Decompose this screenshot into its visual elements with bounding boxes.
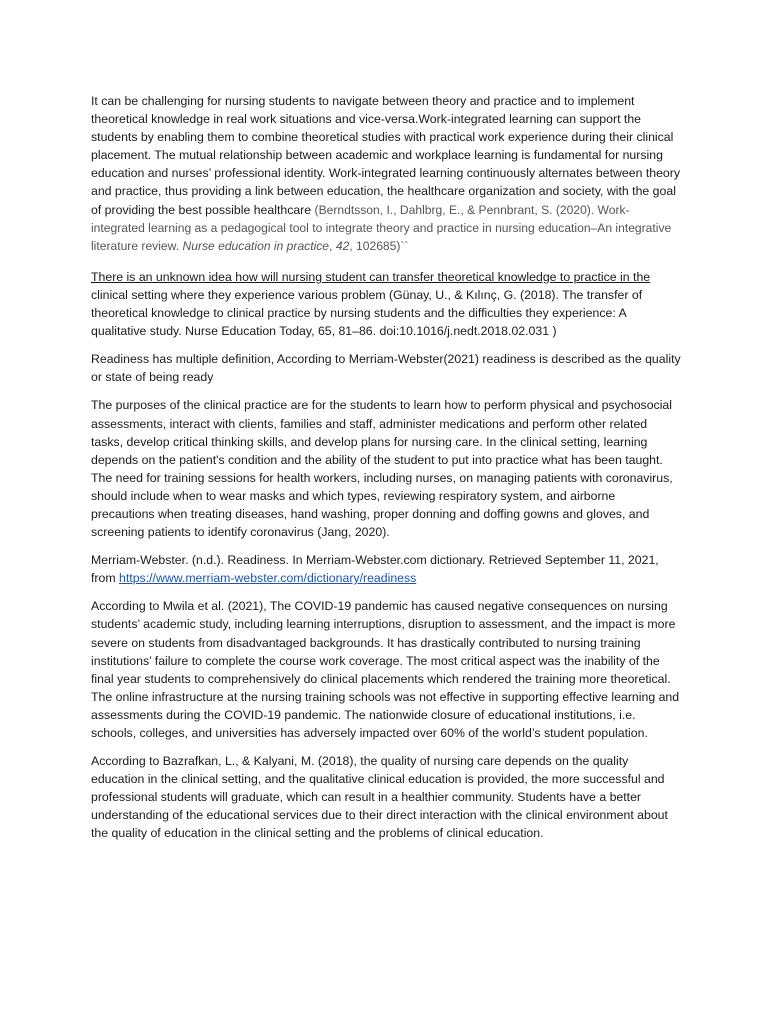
paragraph-text: It can be challenging for nursing students to navigate between theory and practice and to implement theoretical knowledge in real work situations and vice-versa.Work-integrated learning can support the students by enabling them to combine theoretical studies with practical work experience during their clinical placement. The mutual relationship between academic and workplace learning is fundamental for nursing education and nurses’ professional identity. Work-integrated learning continuously alternates between theory and practice, thus providing a link between education, the healthcare organization and society, with the goal of providing the best possible healthcare [91, 94, 681, 217]
citation-journal: Nurse education in practice [182, 238, 330, 253]
underlined-statement: There is an unknown idea how will nursing student can transfer theoretical knowledge to practice in the [91, 269, 651, 284]
paragraph-covid-impact: According to Mwila et al. (2021), The COVID-19 pandemic has caused negative consequences on nursing students’ academic study, including learning interruptions, disruption to assessment, and the impact is more severe on students from disadvantaged backgrounds. It has drastically contributed to nursing training institutions’ failure to complete the course work coverage. The most critical aspect was the inability of the final year students to comprehensively do clinical placements which rendered the training more theoretical. The online infrastructure at the nursing training schools was not effective in supporting effective learning and assessments during the COVID-19 pandemic. The nationwide closure of educational institutions, i.e. schools, colleges, and universities has adversely impacted over 60% of the world’s student population. [91, 599, 680, 740]
paragraph-transfer-knowledge [91, 268, 681, 340]
paragraph-readiness-definition: Readiness has multiple definition, According to Merriam-Webster(2021) readiness is described as the quality or state of being ready [91, 352, 681, 385]
citation-separator: , [329, 238, 333, 253]
citation-text: (Berndtsson, I., Dahlbrg, E., & Pennbrant, S. (2020). Work-integrated learning as a pedagogical tool to integrate theory and practice in nursing education–An integrative literature review. [91, 202, 672, 253]
citation-volume: 42 [335, 238, 350, 253]
reference-link[interactable]: https://www.merriam-webster.com/dictionary/readiness [119, 571, 417, 586]
paragraph-merriam-webster-reference [91, 551, 681, 587]
document-body [91, 92, 681, 853]
paragraph-clinical-practice-purposes: The purposes of the clinical practice are for the students to learn how to perform physical and psychosocial assessments, interact with clients, families and staff, administer medications and perform other related tasks, develop critical thinking skills, and develop plans for nursing care. In the clinical setting, learning depends on the patient's condition and the ability of the student to put into practice what has been taught. The need for training sessions for health workers, including nurses, on managing patients with coronavirus, should include when to wear masks and which types, reviewing respiratory system, and airborne precautions when treating diseases, hand washing, proper donning and doffing gowns and gloves, and screening patients to identify coronavirus (Jang, 2020). [91, 398, 673, 540]
paragraph-clinical-education-quality: According to Bazrafkan, L., & Kalyani, M. (2018), the quality of nursing care depends on the quality education in the clinical setting, and the qualitative clinical education is provided, the more successful and professional students will graduate, which can result in a healthier community. Students have a better understanding of the educational services due to their direct interaction with the clinical environment about the quality of education in the clinical setting and the problems of clinical education. [91, 754, 668, 841]
paragraph-text: clinical setting where they experience various problem (Günay, U., & Kılınç, G. (2018). The transfer of theoretical knowledge to clinical practice by nursing students and the difficulties they experience: A qualitative study. Nurse Education Today, 65, 81–86. doi:10.1016/j.nedt.2018.02.031 ) [91, 287, 643, 339]
citation-pages: , 102685)`` [349, 238, 409, 253]
reference-text: Merriam-Webster. (n.d.). Readiness. In Merriam-Webster.com dictionary. Retrieved September 11, 2021, from [91, 553, 659, 586]
paragraph-work-integrated-learning [91, 92, 681, 255]
